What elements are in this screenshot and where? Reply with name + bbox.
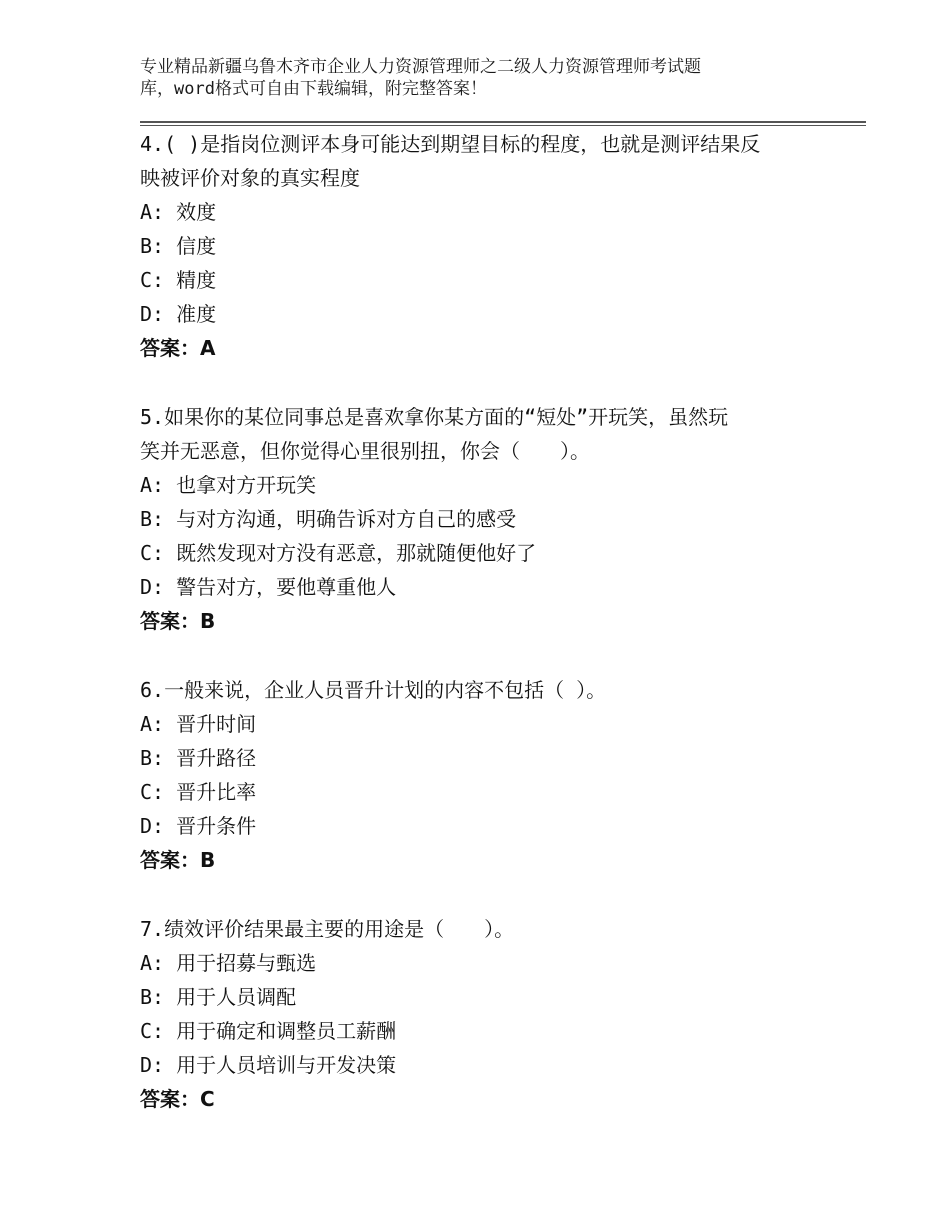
option-b: B: 晋升路径	[140, 746, 257, 770]
question-stem-line: 5.如果你的某位同事总是喜欢拿你某方面的“短处”开玩笑，虽然玩	[140, 405, 729, 429]
option-c: C: 用于确定和调整员工薪酬	[140, 1019, 397, 1043]
question-item	[140, 673, 840, 877]
question-stem-line: 7.绩效评价结果最主要的用途是（ ）。	[140, 917, 515, 941]
option-a: A: 也拿对方开玩笑	[140, 473, 317, 497]
answer-line: 答案：A	[140, 336, 216, 360]
answer-line: 答案：B	[140, 609, 216, 633]
header-line-1: 专业精品新疆乌鲁木齐市企业人力资源管理师之二级人力资源管理师考试题	[140, 57, 701, 77]
answer-line: 答案：C	[140, 1087, 215, 1111]
question-list	[140, 127, 840, 1151]
option-b: B: 与对方沟通，明确告诉对方自己的感受	[140, 507, 517, 531]
question-stem-line: 映被评价对象的真实程度	[140, 166, 360, 190]
question-stem-line: 笑并无恶意，但你觉得心里很别扭，你会（ ）。	[140, 439, 590, 463]
option-d: D: 晋升条件	[140, 814, 257, 838]
answer-line: 答案：B	[140, 848, 216, 872]
option-d: D: 准度	[140, 302, 217, 326]
header-divider-thick	[140, 121, 866, 123]
header-divider-thin	[140, 125, 866, 126]
option-c: C: 精度	[140, 268, 217, 292]
option-b: B: 用于人员调配	[140, 985, 297, 1009]
question-item	[140, 400, 840, 638]
option-c: C: 既然发现对方没有恶意，那就随便他好了	[140, 541, 537, 565]
question-stem-line: 4.( )是指岗位测评本身可能达到期望目标的程度，也就是测评结果反	[140, 132, 761, 156]
question-item	[140, 912, 840, 1116]
option-a: A: 效度	[140, 200, 217, 224]
document-header	[140, 56, 800, 100]
option-a: A: 用于招募与甄选	[140, 951, 317, 975]
option-c: C: 晋升比率	[140, 780, 257, 804]
option-b: B: 信度	[140, 234, 217, 258]
question-stem-line: 6.一般来说，企业人员晋升计划的内容不包括（ ）。	[140, 678, 607, 702]
option-d: D: 用于人员培训与开发决策	[140, 1053, 397, 1077]
option-d: D: 警告对方，要他尊重他人	[140, 575, 397, 599]
option-a: A: 晋升时间	[140, 712, 257, 736]
question-item	[140, 127, 840, 365]
header-line-2: 库，word格式可自由下载编辑，附完整答案！	[140, 79, 487, 99]
